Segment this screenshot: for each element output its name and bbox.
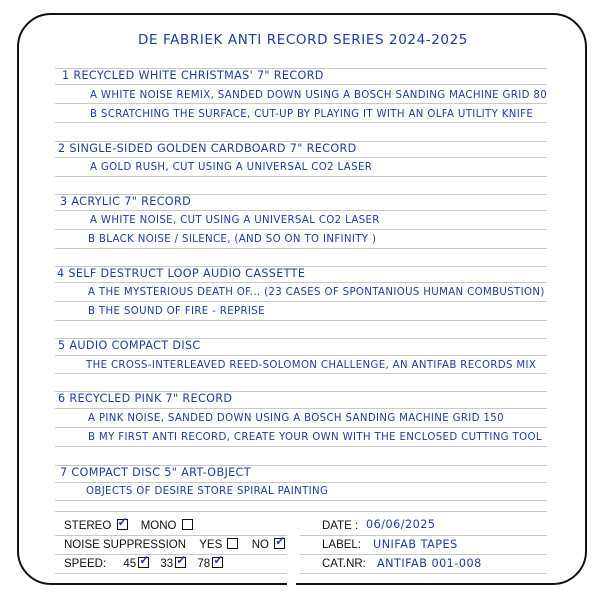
yes-checkbox[interactable]: [227, 538, 238, 549]
speed-label: SPEED:: [64, 558, 107, 570]
track-2-side-a: A GOLD RUSH, CUT USING A UNIVERSAL CO2 LASER: [90, 162, 373, 173]
track-4-title: 4 SELF DESTRUCT LOOP AUDIO CASSETTE: [57, 267, 306, 280]
ruled-line: [55, 355, 547, 356]
ruled-line: [55, 373, 547, 374]
ruled-line: [55, 176, 547, 177]
mono-label: MONO: [140, 520, 177, 532]
footer-rule-right-1: [300, 535, 547, 536]
mono-checkbox[interactable]: [182, 519, 193, 530]
speed-45-label: 45: [123, 558, 137, 570]
no-label: NO: [251, 539, 269, 551]
footer-rule-left-1: [55, 535, 287, 536]
date-value: 06/06/2025: [366, 518, 436, 531]
footer-rule-right-2: [300, 554, 547, 555]
ruled-line: [55, 229, 547, 230]
ruled-line: [55, 320, 547, 321]
card-border-gap: [287, 570, 296, 590]
track-1-side-b: B SCRATCHING THE SURFACE, CUT-UP BY PLAYING IT WITH AN OLFA UTILITY KNIFE: [90, 109, 534, 120]
speed-78-checkbox[interactable]: [212, 557, 223, 568]
record-label-value: UNIFAB TAPES: [373, 538, 458, 551]
sleeve-title: DE FABRIEK ANTI RECORD SERIES 2024-2025: [138, 32, 468, 48]
stereo-checkbox[interactable]: [117, 519, 128, 530]
ruled-line: [55, 122, 547, 123]
track-3-side-a: A WHITE NOISE, CUT USING A UNIVERSAL CO2 LASER: [90, 215, 380, 226]
ruled-line: [55, 84, 547, 85]
track-7-content: OBJECTS OF DESIRE STORE SPIRAL PAINTING: [86, 486, 329, 497]
footer-top-rule: [55, 511, 547, 512]
record-label-label: LABEL:: [322, 539, 361, 551]
stereo-label: STEREO: [64, 520, 112, 532]
track-2-title: 2 SINGLE-SIDED GOLDEN CARDBOARD 7" RECORD: [58, 142, 357, 155]
catalog-number-label: CAT.NR:: [322, 558, 366, 570]
speed-45-checkbox[interactable]: [138, 557, 149, 568]
date-label: DATE :: [322, 520, 359, 532]
track-1-title: 1 RECYCLED WHITE CHRISTMAS' 7" RECORD: [62, 69, 324, 82]
ruled-line: [55, 408, 547, 409]
track-7-title: 7 COMPACT DISC 5" ART-OBJECT: [60, 466, 251, 479]
ruled-line: [55, 482, 547, 483]
noise-suppression-label: NOISE SUPPRESSION: [64, 539, 187, 551]
ruled-line: [55, 500, 547, 501]
no-checkbox[interactable]: [274, 538, 285, 549]
footer-rule-left-3: [55, 573, 287, 574]
footer-rule-right-3: [300, 573, 547, 574]
ruled-line: [55, 103, 547, 104]
ruled-line: [55, 210, 547, 211]
track-3-side-b: B BLACK NOISE / SILENCE, (AND SO ON TO INFINITY ): [88, 234, 377, 245]
yes-label: YES: [199, 539, 223, 551]
stereo-row: [64, 519, 193, 533]
ruled-line: [55, 282, 547, 283]
speed-78-label: 78: [197, 558, 211, 570]
speed-row: [64, 557, 223, 571]
track-6-side-b: B MY FIRST ANTI RECORD, CREATE YOUR OWN WITH THE ENCLOSED CUTTING TOOL: [88, 432, 542, 443]
track-5-content: THE CROSS-INTERLEAVED REED-SOLOMON CHALLENGE, AN ANTIFAB RECORDS MIX: [86, 360, 537, 371]
track-3-title: 3 ACRYLIC 7" RECORD: [60, 195, 192, 208]
speed-33-label: 33: [160, 558, 174, 570]
catalog-number-value: ANTIFAB 001-008: [377, 557, 482, 570]
track-4-side-b: B THE SOUND OF FIRE - REPRISE: [88, 306, 265, 317]
noise-row: [64, 538, 285, 552]
track-1-side-a: A WHITE NOISE REMIX, SANDED DOWN USING A BOSCH SANDING MACHINE GRID 80: [90, 90, 548, 101]
speed-33-checkbox[interactable]: [175, 557, 186, 568]
ruled-line: [55, 301, 547, 302]
track-6-title: 6 RECYCLED PINK 7" RECORD: [58, 392, 233, 405]
track-6-side-a: A PINK NOISE, SANDED DOWN USING A BOSCH SANDING MACHINE GRID 150: [88, 413, 504, 424]
ruled-line: [55, 427, 547, 428]
ruled-line: [55, 446, 547, 447]
track-4-side-a: A THE MYSTERIOUS DEATH OF... (23 CASES OF SPONTANIOUS HUMAN COMBUSTION): [88, 287, 545, 298]
ruled-line: [55, 157, 547, 158]
ruled-line: [55, 248, 547, 249]
track-5-title: 5 AUDIO COMPACT DISC: [58, 339, 201, 352]
footer-rule-left-2: [55, 554, 287, 555]
